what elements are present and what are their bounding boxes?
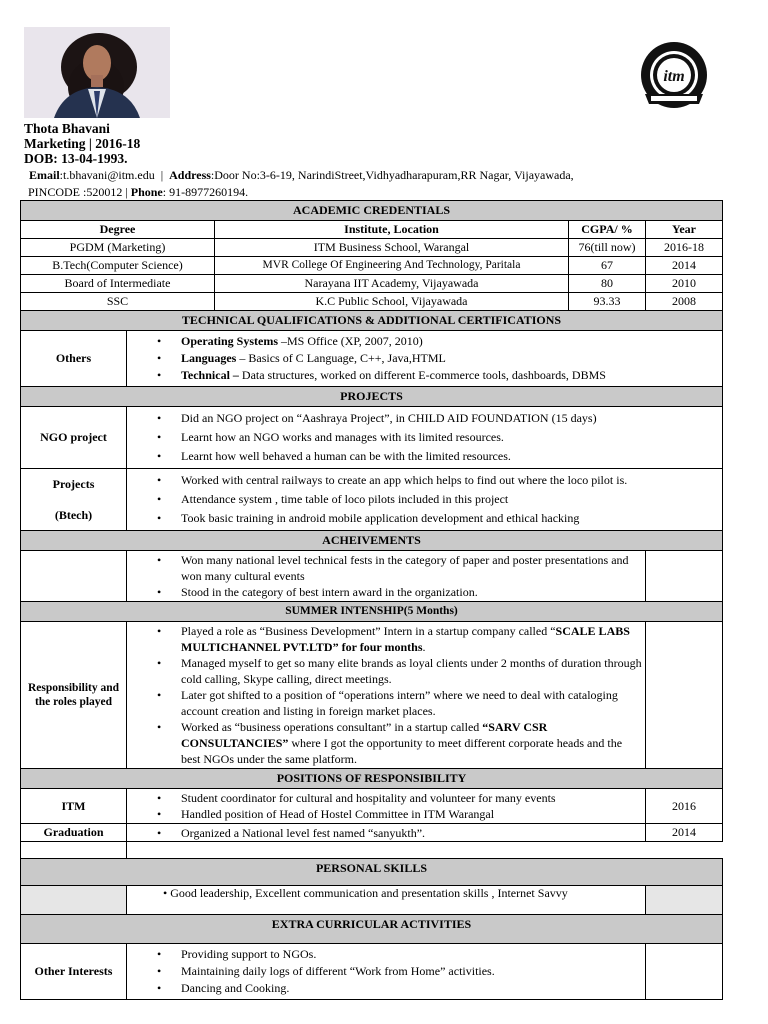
list-item: • Languages – Basics of C Language, C++, Java,HTML <box>181 350 720 367</box>
separator: | <box>160 168 164 182</box>
address-value: :Door No:3-6-19, NarindiStreet,Vidhyadharapuram,RR Nagar, Vijayawada, <box>210 168 574 182</box>
row-label: Other Interests <box>21 944 127 1000</box>
row-label: Projects (Btech) <box>21 469 127 531</box>
profile-photo <box>24 27 170 118</box>
section-header-projects: PROJECTS <box>21 387 723 407</box>
ngo-project-list <box>129 409 720 466</box>
academic-column-headers: Degree Institute, Location CGPA/ % Year <box>21 221 723 239</box>
list-item: • Took basic training in android mobile application development and ethical hacking <box>181 509 720 528</box>
section-header-academic: ACADEMIC CREDENTIALS <box>21 201 723 221</box>
graduation-position-list <box>129 825 643 841</box>
table-row: Board of Intermediate Narayana IIT Academy, Vijayawada 80 2010 <box>21 275 723 293</box>
list-item: • Technical – Data structures, worked on different E-commerce tools, dashboards, DBMS <box>181 367 720 384</box>
list-item: • Stood in the category of best intern award in the organization. <box>181 584 643 600</box>
list-item: • Dancing and Cooking. <box>181 980 643 997</box>
itm-position-row <box>21 789 723 824</box>
row-label: Responsibility and the roles played <box>21 622 127 769</box>
list-item: • Maintaining daily logs of different “Work from Home” activities. <box>181 963 643 980</box>
achievements-row <box>21 551 723 602</box>
list-item: • Did an NGO project on “Aashraya Project”, in CHILD AID FOUNDATION (15 days) <box>181 409 720 428</box>
separator: | <box>125 185 128 199</box>
section-header-positions: POSITIONS OF RESPONSIBILITY <box>21 769 723 789</box>
table-row: B.Tech(Computer Science) MVR College Of Engineering And Technology, Paritala 67 2014 <box>21 257 723 275</box>
resume-table <box>20 200 723 1000</box>
list-item: • Handled position of Head of Hostel Committee in ITM Warangal <box>181 806 643 822</box>
ngo-project-row <box>21 407 723 469</box>
spacer-row <box>21 842 723 859</box>
list-item: • Attendance system , time table of loco pilots included in this project <box>181 490 720 509</box>
btech-project-list <box>129 471 720 528</box>
graduation-position-row <box>21 824 723 842</box>
svg-text:itm: itm <box>663 68 685 85</box>
list-item: • Managed myself to get so many elite brands as loyal clients under 2 months of duration through cold calling, Skype calling, direct meetings. <box>181 655 643 687</box>
technical-list <box>129 333 720 384</box>
pincode: PINCODE :520012 <box>28 185 123 199</box>
phone-value: : 91-8977260194. <box>162 185 249 199</box>
row-label: NGO project <box>21 407 127 469</box>
program-line: Marketing | 2016-18 <box>24 136 141 151</box>
section-header-extracurricular: EXTRA CURRICULAR ACTIVITIES <box>21 915 723 944</box>
row-label: Graduation <box>21 824 127 842</box>
table-row: SSC K.C Public School, Vijayawada 93.33 2008 <box>21 293 723 311</box>
itm-logo <box>635 40 713 115</box>
extracurricular-row <box>21 944 723 1000</box>
list-item: • Providing support to NGOs. <box>181 946 643 963</box>
profile-header <box>24 121 724 166</box>
section-header-achievements: ACHEIVEMENTS <box>21 531 723 551</box>
btech-project-row <box>21 469 723 531</box>
achievements-list <box>129 552 643 600</box>
internship-list <box>129 623 643 767</box>
itm-position-list <box>129 790 643 822</box>
contact-info <box>29 167 719 201</box>
list-item: • Student coordinator for cultural and hospitality and volunteer for many events <box>181 790 643 806</box>
list-item: • Learnt how well behaved a human can be with the limited resources. <box>181 447 720 466</box>
skills-row <box>21 886 723 915</box>
candidate-name: Thota Bhavani <box>24 121 110 136</box>
skills-text: • Good leadership, Excellent communication and presentation skills , Internet Savvy <box>127 886 646 915</box>
phone-label: Phone <box>130 185 163 199</box>
year-cell: 2014 <box>646 824 723 842</box>
row-label: ITM <box>21 789 127 824</box>
list-item: • Organized a National level fest named “sanyukth”. <box>181 825 643 841</box>
list-item: • Won many national level technical fests in the category of paper and poster presentations and won many cultural events <box>181 552 643 584</box>
table-row: PGDM (Marketing) ITM Business School, Warangal 76(till now) 2016-18 <box>21 239 723 257</box>
section-header-technical: TECHNICAL QUALIFICATIONS & ADDITIONAL CERTIFICATIONS <box>21 311 723 331</box>
list-item: • Worked as “business operations consultant” in a startup called “SARV CSR CONSULTANCIES” where I got the opportunity to meet different corporate heads and the best NGOs under the same platform. <box>181 719 643 767</box>
email-label: Email <box>29 168 60 182</box>
section-header-internship: SUMMER INTENSHIP(5 Months) <box>21 602 723 622</box>
list-item: • Learnt how an NGO works and manages with its limited resources. <box>181 428 720 447</box>
dob-line: DOB: 13-04-1993. <box>24 151 128 166</box>
technical-row <box>21 331 723 387</box>
list-item: • Later got shifted to a position of “operations intern” where we need to deal with cataloging account creation and listing in foreign market places. <box>181 687 643 719</box>
internship-row <box>21 622 723 769</box>
email-value: :t.bhavani@itm.edu <box>59 168 155 182</box>
address-label: Address <box>169 168 211 182</box>
section-header-skills: PERSONAL SKILLS <box>21 859 723 886</box>
row-label: Others <box>21 331 127 387</box>
list-item: • Played a role as “Business Development” Intern in a startup company called “SCALE LABS MULTICHANNEL PVT.LTD” for four months. <box>181 623 643 655</box>
list-item: • Worked with central railways to create an app which helps to find out where the loco pilot is. <box>181 471 720 490</box>
list-item: • Operating Systems –MS Office (XP, 2007, 2010) <box>181 333 720 350</box>
extracurricular-list <box>129 946 643 997</box>
year-cell: 2016 <box>646 789 723 824</box>
